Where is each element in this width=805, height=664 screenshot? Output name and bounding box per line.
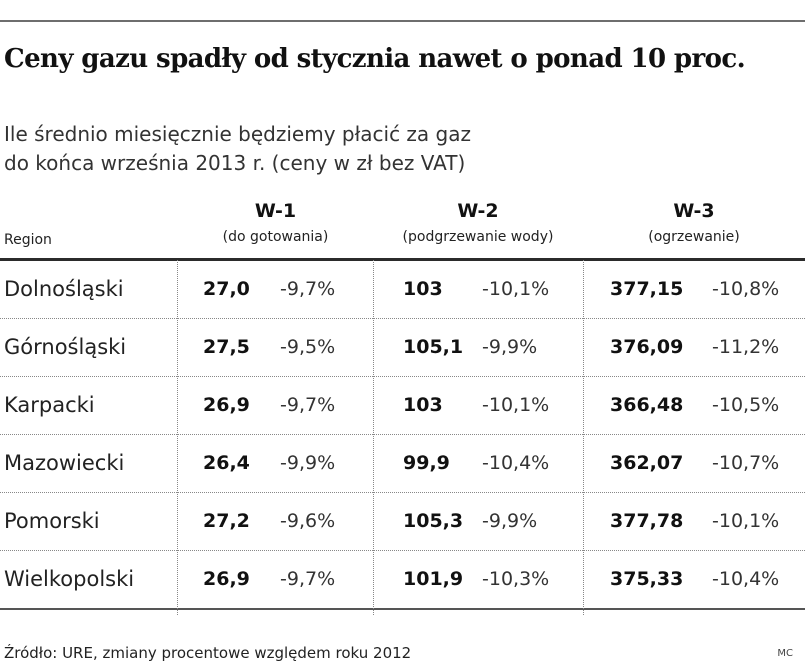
header-w2 [373,200,583,246]
cell-region: Pomorski [4,509,100,533]
cell-region: Górnośląski [4,335,127,359]
cell-w3: 377,78 [610,510,684,532]
cell-w2: 101,9 [403,568,464,590]
header-w2-code: W-2 [457,200,499,222]
top-rule [0,20,805,22]
table-row [0,551,805,610]
subtitle-line-1: Ile średnio miesięcznie będziemy płacić za gaz [4,122,471,146]
cell-w1: 27,5 [203,336,250,358]
cell-w2c: -10,3% [482,568,550,590]
cell-w3c: -10,4% [712,568,780,590]
cell-w1: 26,4 [203,452,250,474]
table-row [0,435,805,493]
column-divider-3 [583,260,584,615]
table-row [0,377,805,435]
cell-w1: 26,9 [203,394,250,416]
header-w3-code: W-3 [673,200,715,222]
cell-w2: 103 [403,394,443,416]
cell-w2: 105,1 [403,336,464,358]
cell-region: Mazowiecki [4,451,125,475]
cell-w2: 103 [403,278,443,300]
cell-w2c: -10,1% [482,394,550,416]
cell-w2c: -10,1% [482,278,550,300]
cell-w2c: -9,9% [482,510,538,532]
cell-w3c: -10,8% [712,278,780,300]
cell-w3: 366,48 [610,394,684,416]
header-w1-code: W-1 [254,200,297,222]
cell-w1c: -9,5% [280,336,336,358]
cell-w2c: -10,4% [482,452,550,474]
header-region: Region [4,232,52,248]
cell-w2: 105,3 [403,510,464,532]
header-w3 [583,200,805,246]
cell-w3c: -10,5% [712,394,780,416]
table-body [0,261,805,610]
header-w1-desc: (do gotowania) [222,229,329,245]
cell-w3c: -10,7% [712,452,780,474]
table-row [0,261,805,319]
cell-w1: 26,9 [203,568,250,590]
cell-w3: 376,09 [610,336,684,358]
cell-w3: 377,15 [610,278,684,300]
cell-w1c: -9,7% [280,394,336,416]
cell-w1: 27,2 [203,510,250,532]
cell-region: Dolnośląski [4,277,124,301]
chart-subtitle [4,120,471,178]
cell-w2: 99,9 [403,452,450,474]
subtitle-line-2: do końca września 2013 r. (ceny w zł bez VAT) [4,151,466,175]
source-note: Źródło: URE, zmiany procentowe względem roku 2012 [4,644,412,662]
cell-w3: 362,07 [610,452,684,474]
cell-region: Karpacki [4,393,95,417]
header-w2-desc: (podgrzewanie wody) [402,229,554,245]
author-credit: MC [777,648,793,659]
table-row [0,319,805,377]
cell-w2c: -9,9% [482,336,538,358]
cell-w1c: -9,6% [280,510,336,532]
cell-w3c: -11,2% [712,336,780,358]
chart-title: Ceny gazu spadły od stycznia nawet o ponad 10 proc. [4,44,746,74]
header-w3-desc: (ogrzewanie) [648,229,740,245]
cell-region: Wielkopolski [4,567,135,591]
cell-w1c: -9,7% [280,568,336,590]
cell-w1c: -9,9% [280,452,336,474]
table-header [0,200,805,258]
cell-w1c: -9,7% [280,278,336,300]
cell-w1: 27,0 [203,278,250,300]
column-divider-1 [177,260,178,615]
column-divider-2 [373,260,374,615]
cell-w3: 375,33 [610,568,684,590]
price-table [0,200,805,610]
header-w1 [178,200,373,246]
cell-w3c: -10,1% [712,510,780,532]
table-row [0,493,805,551]
